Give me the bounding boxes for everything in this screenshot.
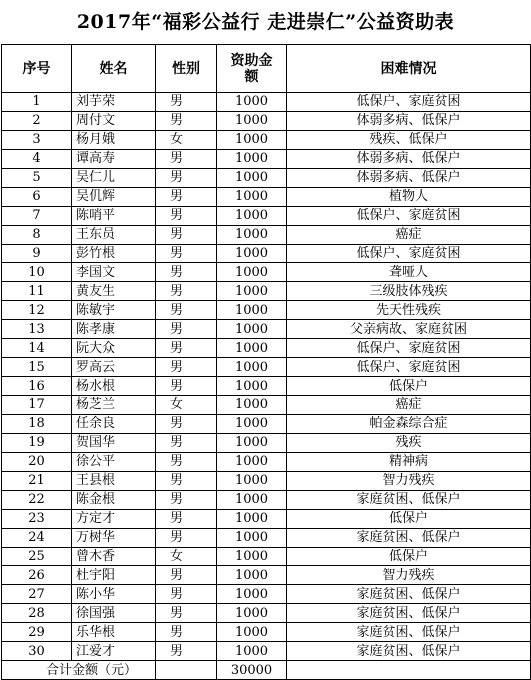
- cell-name: 吴仁儿: [72, 168, 156, 187]
- cell-situation: 精神病: [287, 452, 531, 471]
- cell-no: 20: [2, 452, 72, 471]
- cell-sex: 男: [156, 414, 217, 433]
- cell-situation: 体弱多病、低保户: [287, 111, 531, 130]
- cell-name: 万树华: [72, 528, 156, 547]
- cell-sex: 男: [156, 528, 217, 547]
- cell-amount: 1000: [217, 396, 287, 415]
- cell-no: 15: [2, 358, 72, 377]
- total-label: 合计金额（元）: [2, 661, 156, 680]
- cell-sex: 男: [156, 225, 217, 244]
- cell-sex: 男: [156, 339, 217, 358]
- cell-name: 江爱才: [72, 642, 156, 661]
- table-row: [2, 547, 531, 566]
- cell-name: 徐国强: [72, 604, 156, 623]
- cell-amount: 1000: [217, 452, 287, 471]
- table-row: [2, 187, 531, 206]
- table-row: [2, 528, 531, 547]
- cell-situation: 三级肢体残疾: [287, 282, 531, 301]
- table-row: [2, 93, 531, 112]
- table-row: [2, 263, 531, 282]
- table-row: [2, 130, 531, 149]
- cell-situation: 帕金森综合症: [287, 414, 531, 433]
- cell-situation: 低保户、家庭贫困: [287, 93, 531, 112]
- cell-name: 徐公平: [72, 452, 156, 471]
- cell-no: 3: [2, 130, 72, 149]
- cell-sex: 男: [156, 149, 217, 168]
- cell-no: 17: [2, 396, 72, 415]
- cell-no: 24: [2, 528, 72, 547]
- cell-sex: 男: [156, 585, 217, 604]
- cell-situation: 残疾、低保户: [287, 130, 531, 149]
- cell-no: 7: [2, 206, 72, 225]
- header-amount: [217, 45, 287, 93]
- cell-situation: 智力残疾: [287, 471, 531, 490]
- cell-situation: 先天性残疾: [287, 301, 531, 320]
- table-row: [2, 414, 531, 433]
- cell-amount: 1000: [217, 547, 287, 566]
- cell-sex: 男: [156, 244, 217, 263]
- cell-no: 29: [2, 623, 72, 642]
- cell-sex: 女: [156, 396, 217, 415]
- table-row: [2, 396, 531, 415]
- table-title: 2017年“福彩公益行 走进崇仁”公益资助表: [76, 11, 455, 33]
- cell-situation: 家庭贫困、低保户: [287, 528, 531, 547]
- cell-sex: 男: [156, 490, 217, 509]
- header-name: 姓名: [72, 45, 156, 93]
- cell-amount: 1000: [217, 490, 287, 509]
- table-row: [2, 433, 531, 452]
- cell-amount: 1000: [217, 206, 287, 225]
- table-row: [2, 604, 531, 623]
- cell-no: 10: [2, 263, 72, 282]
- cell-sex: 男: [156, 320, 217, 339]
- table-row: [2, 225, 531, 244]
- cell-amount: 1000: [217, 414, 287, 433]
- table-row: [2, 244, 531, 263]
- cell-sex: 男: [156, 206, 217, 225]
- cell-name: 曾木香: [72, 547, 156, 566]
- cell-sex: 男: [156, 93, 217, 112]
- cell-situation: 癌症: [287, 396, 531, 415]
- cell-amount: 1000: [217, 93, 287, 112]
- cell-name: 方定才: [72, 509, 156, 528]
- header-amount-line1: 资助金: [230, 52, 273, 69]
- cell-sex: 男: [156, 433, 217, 452]
- cell-amount: 1000: [217, 471, 287, 490]
- cell-situation: 低保户: [287, 509, 531, 528]
- cell-situation: 低保户、家庭贫困: [287, 244, 531, 263]
- cell-sex: 男: [156, 509, 217, 528]
- cell-situation: 低保户、家庭贫困: [287, 339, 531, 358]
- cell-amount: 1000: [217, 339, 287, 358]
- cell-no: 13: [2, 320, 72, 339]
- cell-name: 王县根: [72, 471, 156, 490]
- cell-no: 16: [2, 377, 72, 396]
- cell-sex: 男: [156, 604, 217, 623]
- cell-sex: 男: [156, 452, 217, 471]
- cell-name: 陈敏宇: [72, 301, 156, 320]
- cell-name: 阮大众: [72, 339, 156, 358]
- cell-amount: 1000: [217, 566, 287, 585]
- aid-table: [1, 44, 531, 680]
- cell-name: 杜宇阳: [72, 566, 156, 585]
- cell-sex: 男: [156, 358, 217, 377]
- cell-no: 8: [2, 225, 72, 244]
- cell-no: 4: [2, 149, 72, 168]
- table-row: [2, 111, 531, 130]
- table-row: [2, 509, 531, 528]
- header-amount-line2: 额: [244, 68, 259, 85]
- cell-amount: 1000: [217, 623, 287, 642]
- cell-amount: 1000: [217, 320, 287, 339]
- cell-name: 杨水根: [72, 377, 156, 396]
- cell-name: 谭高寿: [72, 149, 156, 168]
- cell-name: 吴仉辉: [72, 187, 156, 206]
- cell-name: 杨月娥: [72, 130, 156, 149]
- total-amount: 30000: [217, 661, 287, 680]
- cell-amount: 1000: [217, 358, 287, 377]
- cell-sex: 男: [156, 168, 217, 187]
- table-row: [2, 377, 531, 396]
- cell-name: 陈小华: [72, 585, 156, 604]
- table-row: [2, 642, 531, 661]
- cell-amount: 1000: [217, 168, 287, 187]
- cell-no: 23: [2, 509, 72, 528]
- cell-no: 19: [2, 433, 72, 452]
- cell-no: 9: [2, 244, 72, 263]
- cell-no: 28: [2, 604, 72, 623]
- table-row: [2, 623, 531, 642]
- table-row: [2, 339, 531, 358]
- cell-no: 22: [2, 490, 72, 509]
- cell-no: 14: [2, 339, 72, 358]
- cell-name: 杨芝兰: [72, 396, 156, 415]
- header-situation: 困难情况: [287, 45, 531, 93]
- cell-sex: 男: [156, 377, 217, 396]
- cell-situation: 低保户: [287, 377, 531, 396]
- cell-situation: 智力残疾: [287, 566, 531, 585]
- cell-no: 2: [2, 111, 72, 130]
- table-row: [2, 149, 531, 168]
- cell-situation: 家庭贫困、低保户: [287, 490, 531, 509]
- cell-situation: 家庭贫困、低保户: [287, 642, 531, 661]
- cell-name: 陈哨平: [72, 206, 156, 225]
- cell-name: 黄友生: [72, 282, 156, 301]
- cell-no: 1: [2, 93, 72, 112]
- cell-amount: 1000: [217, 528, 287, 547]
- table-row: [2, 206, 531, 225]
- table-row: [2, 490, 531, 509]
- table-row: [2, 566, 531, 585]
- cell-situation: 聋哑人: [287, 263, 531, 282]
- cell-no: 27: [2, 585, 72, 604]
- cell-amount: 1000: [217, 509, 287, 528]
- cell-amount: 1000: [217, 377, 287, 396]
- cell-amount: 1000: [217, 433, 287, 452]
- cell-no: 26: [2, 566, 72, 585]
- cell-amount: 1000: [217, 585, 287, 604]
- table-row: [2, 282, 531, 301]
- cell-situation: 残疾: [287, 433, 531, 452]
- cell-situation: 低保户: [287, 547, 531, 566]
- cell-name: 乐华根: [72, 623, 156, 642]
- cell-sex: 男: [156, 187, 217, 206]
- cell-name: 贺国华: [72, 433, 156, 452]
- cell-sex: 女: [156, 547, 217, 566]
- cell-amount: 1000: [217, 149, 287, 168]
- cell-sex: 男: [156, 471, 217, 490]
- cell-situation: 家庭贫困、低保户: [287, 623, 531, 642]
- cell-name: 罗高云: [72, 358, 156, 377]
- cell-situation: 癌症: [287, 225, 531, 244]
- cell-situation: 体弱多病、低保户: [287, 168, 531, 187]
- cell-amount: 1000: [217, 244, 287, 263]
- cell-amount: 1000: [217, 642, 287, 661]
- cell-amount: 1000: [217, 225, 287, 244]
- table-row: [2, 320, 531, 339]
- cell-name: 李国文: [72, 263, 156, 282]
- cell-sex: 男: [156, 301, 217, 320]
- cell-amount: 1000: [217, 282, 287, 301]
- cell-no: 6: [2, 187, 72, 206]
- cell-no: 12: [2, 301, 72, 320]
- header-sex: 性别: [156, 45, 217, 93]
- cell-no: 25: [2, 547, 72, 566]
- cell-name: 周付文: [72, 111, 156, 130]
- cell-no: 30: [2, 642, 72, 661]
- cell-situation: 体弱多病、低保户: [287, 149, 531, 168]
- header-row: [2, 45, 531, 93]
- cell-sex: 男: [156, 263, 217, 282]
- cell-amount: 1000: [217, 111, 287, 130]
- table-row: [2, 168, 531, 187]
- cell-sex: 男: [156, 282, 217, 301]
- header-no: 序号: [2, 45, 72, 93]
- cell-situation: 植物人: [287, 187, 531, 206]
- cell-situation: 低保户、家庭贫困: [287, 206, 531, 225]
- cell-name: 任余良: [72, 414, 156, 433]
- cell-amount: 1000: [217, 301, 287, 320]
- cell-name: 彭竹根: [72, 244, 156, 263]
- table-row: [2, 301, 531, 320]
- cell-situation: 低保户、家庭贫困: [287, 358, 531, 377]
- table-body: [2, 93, 531, 661]
- cell-amount: 1000: [217, 130, 287, 149]
- cell-sex: 男: [156, 642, 217, 661]
- table-row: [2, 452, 531, 471]
- cell-amount: 1000: [217, 604, 287, 623]
- cell-amount: 1000: [217, 263, 287, 282]
- cell-amount: 1000: [217, 187, 287, 206]
- cell-situation: 家庭贫困、低保户: [287, 585, 531, 604]
- cell-no: 18: [2, 414, 72, 433]
- table-row: [2, 358, 531, 377]
- cell-no: 5: [2, 168, 72, 187]
- cell-name: 刘芋荣: [72, 93, 156, 112]
- cell-situation: 家庭贫困、低保户: [287, 604, 531, 623]
- cell-no: 21: [2, 471, 72, 490]
- cell-sex: 男: [156, 111, 217, 130]
- cell-sex: 男: [156, 566, 217, 585]
- cell-no: 11: [2, 282, 72, 301]
- cell-situation: 父亲病故、家庭贫困: [287, 320, 531, 339]
- cell-name: 陈孝康: [72, 320, 156, 339]
- cell-sex: 女: [156, 130, 217, 149]
- table-row: [2, 471, 531, 490]
- cell-name: 王东员: [72, 225, 156, 244]
- cell-name: 陈金根: [72, 490, 156, 509]
- cell-sex: 男: [156, 623, 217, 642]
- table-row: [2, 585, 531, 604]
